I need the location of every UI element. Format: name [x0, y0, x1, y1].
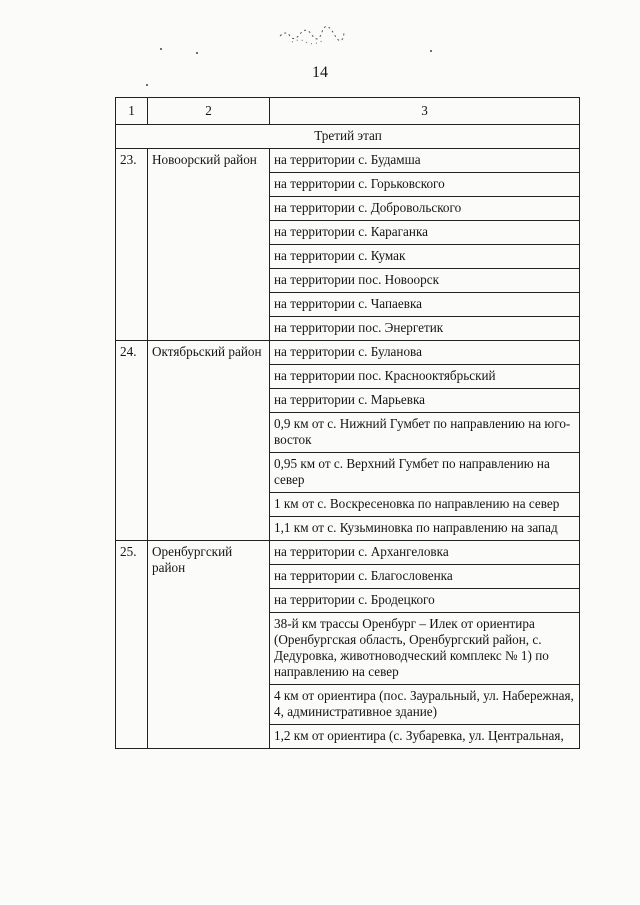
stage-row [116, 125, 580, 149]
location-cell: на территории с. Буланова [270, 341, 580, 365]
location-cell: на территории пос. Краснооктябрьский [270, 365, 580, 389]
scan-speck [146, 84, 148, 86]
scan-stamp-mark [272, 22, 362, 50]
location-cell: 1 км от с. Воскресеновка по направлению на север [270, 493, 580, 517]
location-cell: 1,1 км от с. Кузьминовка по направлению на запад [270, 517, 580, 541]
row-number: 24. [116, 341, 148, 541]
location-cell: 4 км от ориентира (пос. Зауральный, ул. Набережная, 4, административное здание) [270, 685, 580, 725]
scan-speck [430, 50, 432, 52]
table-row [116, 149, 580, 173]
location-cell: 1,2 км от ориентира (с. Зубаревка, ул. Центральная, [270, 725, 580, 749]
location-cell: на территории с. Бродецкого [270, 589, 580, 613]
table-row [116, 341, 580, 365]
location-cell: на территории с. Благословенка [270, 565, 580, 589]
header-col-1: 1 [116, 98, 148, 125]
district-name: Оренбургский район [148, 541, 270, 749]
location-cell: на территории с. Чапаевка [270, 293, 580, 317]
locations-table [115, 97, 580, 749]
location-cell: на территории с. Будамша [270, 149, 580, 173]
location-cell: на территории с. Караганка [270, 221, 580, 245]
header-col-3: 3 [270, 98, 580, 125]
location-cell: 38-й км трассы Оренбург – Илек от ориентира (Оренбургская область, Оренбургский район, с. Дедуровка, животноводческий комплекс № 1) по направлению на север [270, 613, 580, 685]
district-name: Октябрьский район [148, 341, 270, 541]
scan-speck [160, 48, 162, 50]
location-cell: 0,95 км от с. Верхний Гумбет по направлению на север [270, 453, 580, 493]
location-cell: на территории пос. Энергетик [270, 317, 580, 341]
location-cell: на территории с. Добровольского [270, 197, 580, 221]
location-cell: 0,9 км от с. Нижний Гумбет по направлению на юго-восток [270, 413, 580, 453]
page-number: 14 [312, 64, 328, 81]
table-header-row [116, 98, 580, 125]
scan-speck [196, 52, 198, 54]
stage-label: Третий этап [116, 125, 580, 149]
location-cell: на территории с. Марьевка [270, 389, 580, 413]
row-number: 23. [116, 149, 148, 341]
location-cell: на территории с. Архангеловка [270, 541, 580, 565]
location-cell: на территории с. Кумак [270, 245, 580, 269]
row-number: 25. [116, 541, 148, 749]
table-row [116, 541, 580, 565]
header-col-2: 2 [148, 98, 270, 125]
district-name: Новоорский район [148, 149, 270, 341]
location-cell: на территории пос. Новоорск [270, 269, 580, 293]
location-cell: на территории с. Горьковского [270, 173, 580, 197]
